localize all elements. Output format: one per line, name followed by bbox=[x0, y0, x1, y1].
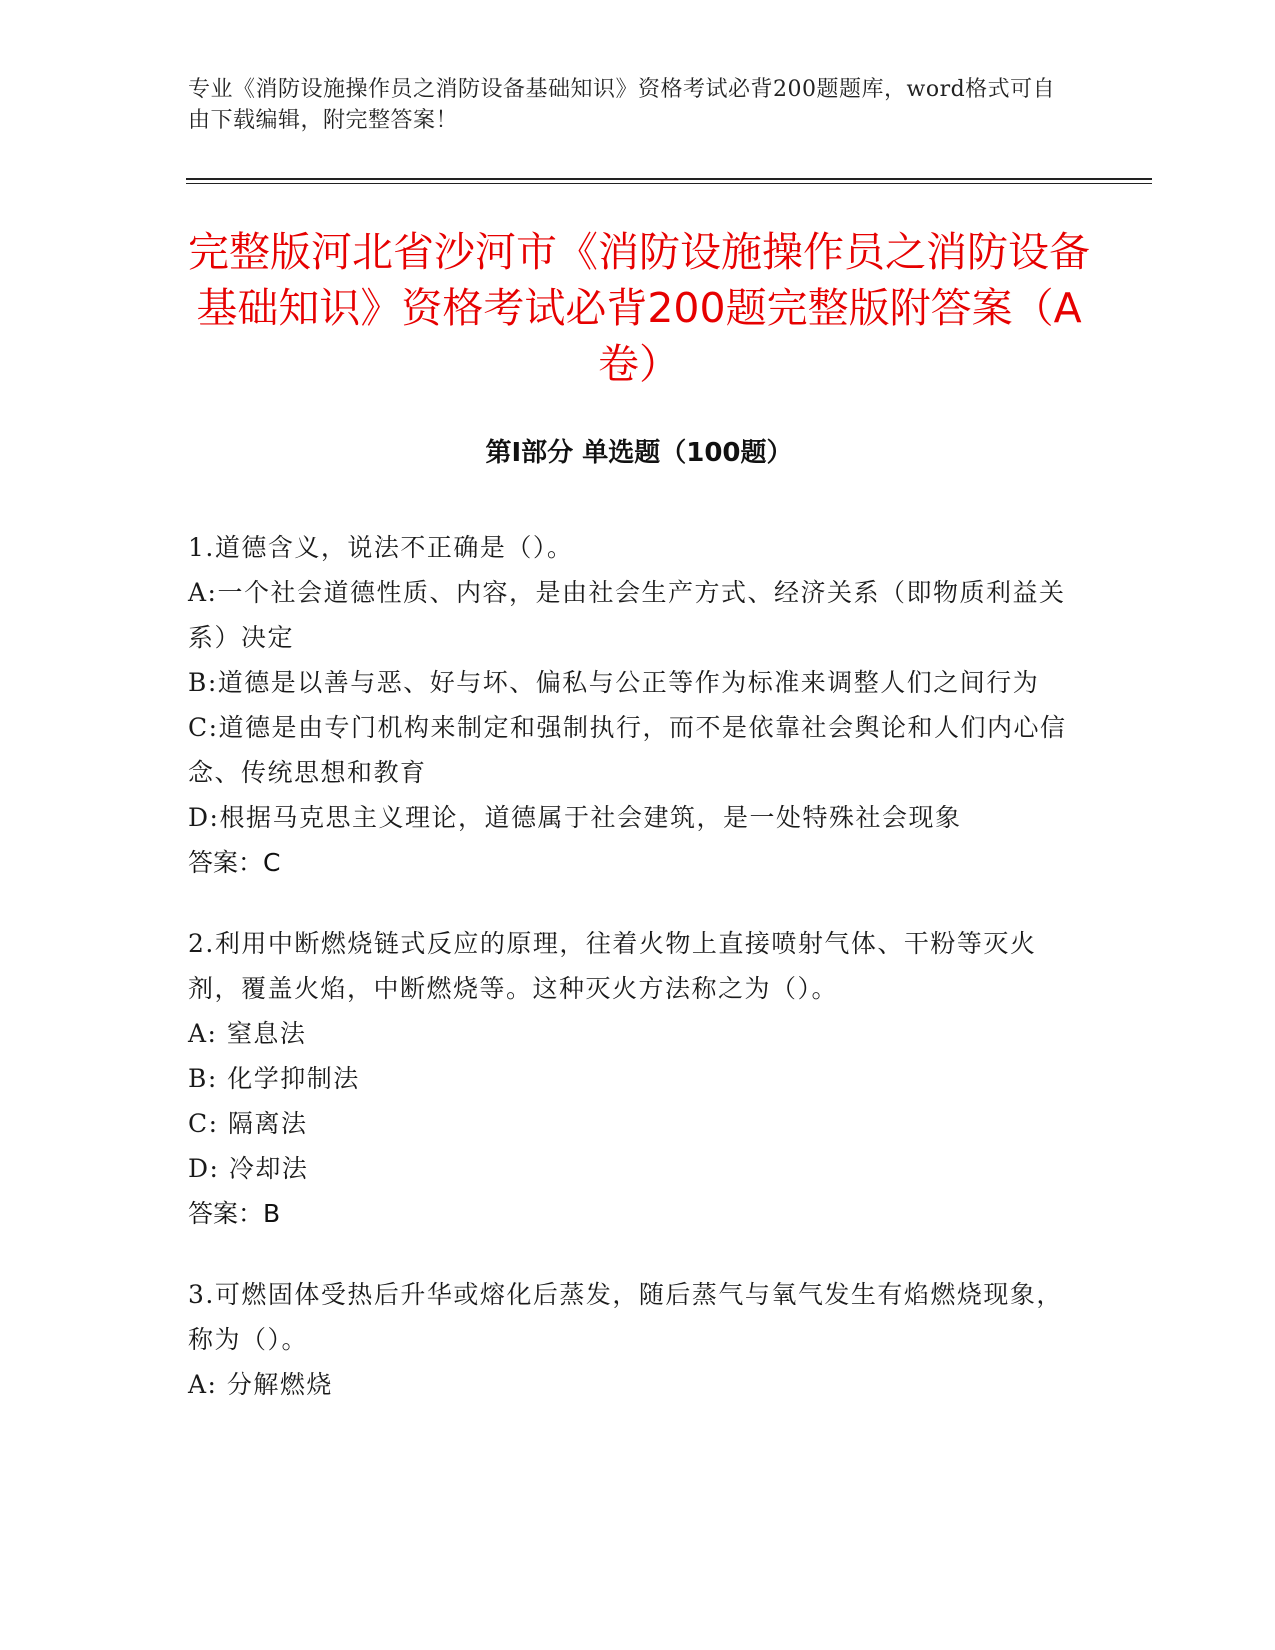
question-stem: 2.利用中断燃烧链式反应的原理，往着火物上直接喷射气体、干粉等灭火剂，覆盖火焰，中断燃烧等。这种灭火方法称之为（）。 bbox=[188, 929, 1037, 1003]
header-divider-thin bbox=[186, 183, 1152, 184]
question-1 bbox=[188, 525, 1078, 885]
question-list bbox=[188, 525, 1078, 1443]
option-a: A:一个社会道德性质、内容，是由社会生产方式、经济关系（即物质利益关系）决定 bbox=[188, 578, 1066, 652]
option-c: C: 隔离法 bbox=[188, 1109, 308, 1138]
document-title: 完整版河北省沙河市《消防设施操作员之消防设备基础知识》资格考试必背200题完整版附答案（A卷） bbox=[188, 228, 1090, 388]
option-a: A: 分解燃烧 bbox=[188, 1370, 333, 1399]
option-a: A: 窒息法 bbox=[188, 1019, 307, 1048]
question-stem: 1.道德含义，说法不正确是（）。 bbox=[188, 533, 574, 562]
option-d: D:根据马克思主义理论，道德属于社会建筑，是一处特殊社会现象 bbox=[188, 803, 962, 832]
question-stem: 3.可燃固体受热后升华或熔化后蒸发，随后蒸气与氧气发生有焰燃烧现象，称为（）。 bbox=[188, 1280, 1063, 1354]
header-divider-thick bbox=[186, 178, 1152, 180]
option-d: D: 冷却法 bbox=[188, 1154, 309, 1183]
option-b: B: 化学抑制法 bbox=[188, 1064, 360, 1093]
question-3 bbox=[188, 1272, 1078, 1407]
option-b: B:道德是以善与恶、好与坏、偏私与公正等作为标准来调整人们之间行为 bbox=[188, 668, 1040, 697]
answer: 答案：B bbox=[188, 1199, 281, 1228]
answer: 答案：C bbox=[188, 848, 281, 877]
header-note: 专业《消防设施操作员之消防设备基础知识》资格考试必背200题题库，word格式可自由下载编辑，附完整答案！ bbox=[188, 77, 1056, 133]
option-c: C:道德是由专门机构来制定和强制执行，而不是依靠社会舆论和人们内心信念、传统思想和教育 bbox=[188, 713, 1067, 787]
question-2 bbox=[188, 921, 1078, 1236]
section-title: 第I部分 单选题（100题） bbox=[485, 438, 793, 468]
